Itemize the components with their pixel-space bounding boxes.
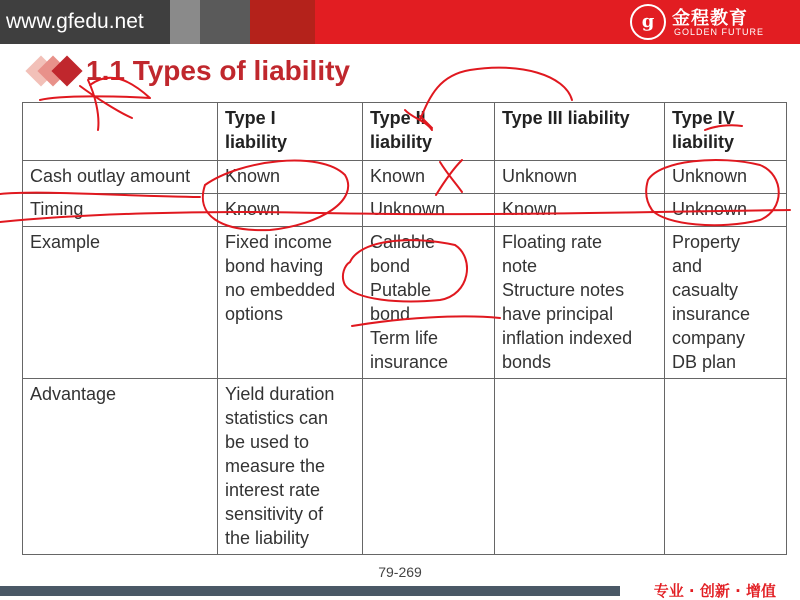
footer-slogan: 专业 · 创新 · 增值	[653, 582, 776, 600]
table-cell: Known	[363, 161, 495, 194]
table-header-cell: Type I liability	[218, 103, 363, 161]
logo-seal-icon: g	[630, 4, 666, 40]
table-cell: Callable bond Putable bond Term life insurance	[363, 227, 495, 379]
table-cell: Property and casualty insurance company DB plan	[665, 227, 787, 379]
row-label: Example	[23, 227, 218, 379]
table-header-cell	[23, 103, 218, 161]
table-row	[23, 161, 787, 194]
table-header-cell: Type II liability	[363, 103, 495, 161]
top-banner	[0, 0, 800, 44]
row-label: Advantage	[23, 379, 218, 555]
table-cell: Known	[218, 161, 363, 194]
footer-slogan-area	[620, 582, 800, 600]
footer-stripe	[0, 586, 620, 596]
table-cell: Unknown	[665, 161, 787, 194]
table-cell: Unknown	[495, 161, 665, 194]
table-cell: Unknown	[363, 194, 495, 227]
table-row	[23, 227, 787, 379]
table-cell	[363, 379, 495, 555]
row-label: Cash outlay amount	[23, 161, 218, 194]
golden-future-logo	[620, 0, 800, 44]
table-header-cell: Type IV liability	[665, 103, 787, 161]
row-label: Timing	[23, 194, 218, 227]
logo-chinese-name: 金程教育	[672, 8, 748, 29]
banner-block	[200, 0, 250, 44]
table-row	[23, 379, 787, 555]
logo-english-name: GOLDEN FUTURE	[674, 27, 765, 37]
table-header-cell: Type III liability	[495, 103, 665, 161]
table-cell: Floating rate note Structure notes have principal inflation indexed bonds	[495, 227, 665, 379]
footer-bar	[0, 582, 800, 600]
table-row	[23, 194, 787, 227]
table-cell	[495, 379, 665, 555]
table-cell: Known	[218, 194, 363, 227]
liability-types-table	[22, 102, 787, 555]
banner-block	[250, 0, 315, 44]
slide-title: 1.1 Types of liability	[86, 55, 351, 86]
table-cell: Fixed income bond having no embedded options	[218, 227, 363, 379]
site-url: www.gfedu.net	[0, 0, 170, 44]
page-number: 79-269	[378, 564, 422, 580]
table-cell: Known	[495, 194, 665, 227]
table-cell	[665, 379, 787, 555]
banner-block	[170, 0, 200, 44]
table-cell: Yield duration statistics can be used to measure the interest rate sensitivity of the liability	[218, 379, 363, 555]
table-header-row	[23, 103, 787, 161]
table-cell: Unknown	[665, 194, 787, 227]
